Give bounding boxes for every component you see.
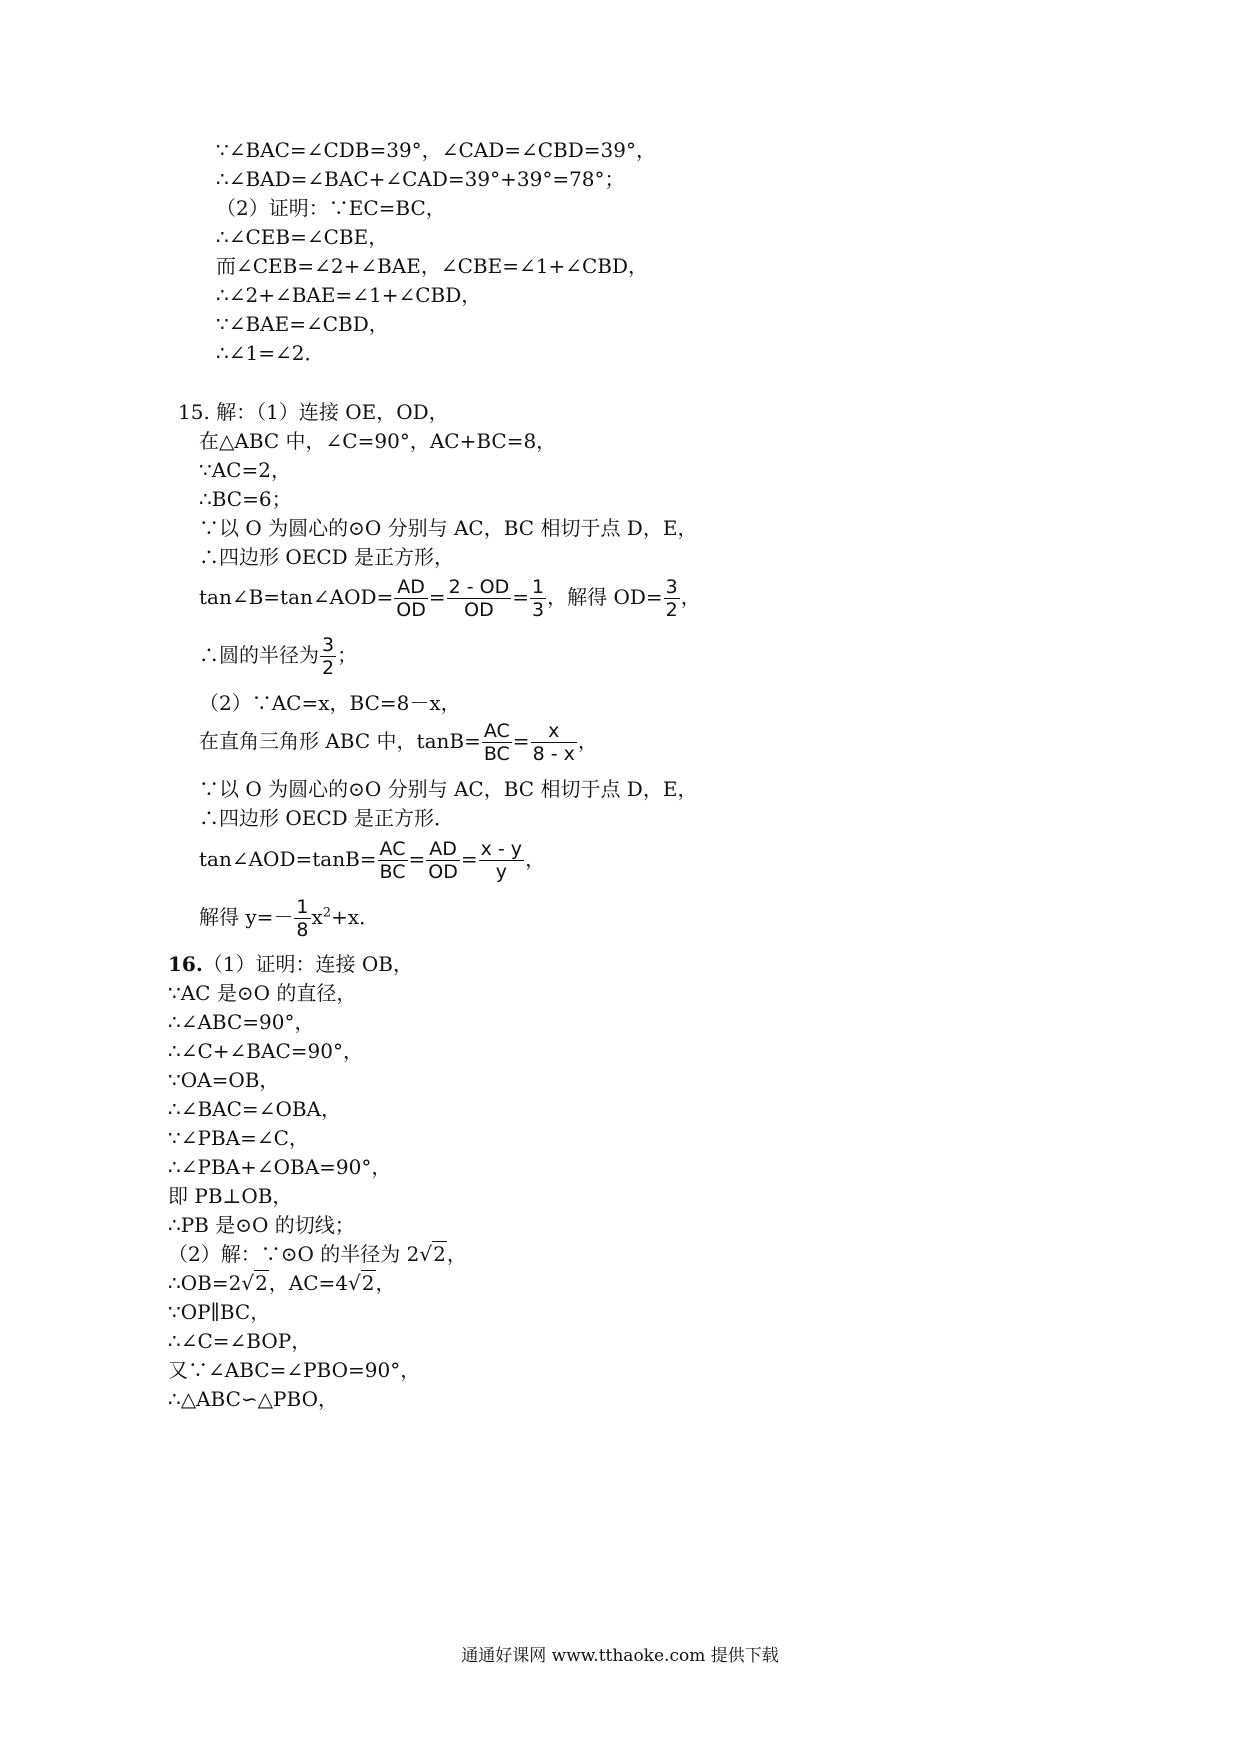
denominator: 8 [296,919,309,941]
text-line: （2）∵AC=x，BC=8－x， [199,691,461,715]
solve-y-line [199,896,379,941]
equals: = [512,585,530,609]
fraction [394,576,428,621]
text-line: ∵∠BAE=∠CBD， [216,312,389,336]
equals: = [428,585,446,609]
text-line: ∵AC 是⊙O 的直径， [168,981,357,1005]
radius-sqrt-line [168,1241,467,1267]
numerator: AC [378,838,408,861]
punctuation: ， [375,1271,396,1295]
fraction [482,720,512,765]
numerator: 2 - OD [448,576,510,598]
equals: = [408,847,426,871]
punctuation: ； [337,643,358,667]
radicand: 2 [361,1271,375,1295]
text-line: ∴∠BAC=∠OBA， [168,1097,341,1121]
text-line: ∵以 O 为圆心的⊙O 分别与 AC，BC 相切于点 D，E， [199,516,698,540]
equals: = [512,729,530,753]
fraction [378,838,408,883]
q16-heading [168,951,413,977]
page-footer: 通通好课网 www.tthaoke.com 提供下载 [461,1646,779,1666]
numerator: AD [426,838,460,861]
denominator: BC [483,743,510,765]
numerator: AD [394,576,428,599]
numerator: 1 [532,576,545,598]
ac-prefix: ，AC=4 [268,1271,349,1295]
solve-end: +x． [331,905,380,929]
question-number: 16. [168,952,203,976]
sqrt-symbol: √2 [419,1242,446,1266]
punctuation: ， [680,585,701,609]
numerator: 1 [296,896,309,918]
radius-line [199,634,357,679]
ob-ac-line [168,1270,396,1296]
tanaod-equation [199,838,545,883]
text-line: ∴∠C=∠BOP， [168,1329,312,1353]
numerator: x - y [480,838,523,860]
text-line: ∴∠CEB=∠CBE， [216,225,389,249]
text-line: ∴∠2+∠BAE=∠1+∠CBD， [216,283,482,307]
denominator: 2 [665,599,678,621]
numerator: x [531,720,577,743]
text-line: ∴△ABC∽△PBO， [168,1387,338,1411]
exponent: 2 [322,905,332,921]
solve-text: ，解得 OD= [547,585,663,609]
text-line: ∴∠C+∠BAC=90°， [168,1039,363,1063]
fraction [530,576,546,621]
punctuation: ， [446,1242,467,1266]
punctuation: ， [525,847,546,871]
numerator: AC [482,720,512,743]
sqrt-symbol: √2 [241,1271,268,1295]
text-line: ∵AC=2， [199,458,291,482]
sqrt-symbol: √2 [348,1271,375,1295]
text-line: ∴∠PBA+∠OBA=90°， [168,1155,392,1179]
fraction [664,576,680,621]
denominator: OD [428,861,458,883]
equals: = [460,847,478,871]
text-line: ∵OP∥BC， [168,1300,271,1324]
ob-prefix: ∴OB=2 [168,1271,242,1295]
q15-heading: 15. 解：（1）连接 OE，OD， [178,400,449,424]
numerator: 3 [665,576,678,598]
text-line: ∴BC=6； [199,487,292,511]
text-line: ∴PB 是⊙O 的切线； [168,1213,355,1237]
text-line: 而∠CEB=∠2+∠BAE，∠CBE=∠1+∠CBD， [216,254,649,278]
denominator: 8 - x [532,743,575,765]
fraction [320,634,336,679]
tan-prefix: tan∠B=tan∠AOD= [199,585,394,609]
denominator: OD [464,599,494,621]
text-line: 即 PB⊥OB， [168,1184,293,1208]
variable: x [311,905,323,929]
fraction [479,838,524,883]
numerator: 3 [322,634,335,656]
text-line: （2）证明：∵EC=BC， [216,196,446,220]
radicand: 2 [255,1271,268,1295]
tanaod-prefix: tan∠AOD=tanB= [199,847,377,871]
tanb-prefix: 在直角三角形 ABC 中，tanB= [199,729,481,753]
text-line: 在△ABC 中，∠C=90°，AC+BC=8， [199,429,557,453]
denominator: OD [396,599,426,621]
fraction [447,576,512,621]
text-line: ∵以 O 为圆心的⊙O 分别与 AC，BC 相切于点 D，E， [199,777,698,801]
text-line: 又∵∠ABC=∠PBO=90°， [168,1358,421,1382]
text-line: ∵∠PBA=∠C， [168,1126,309,1150]
tanb-equation [199,720,598,765]
text-line: ∴∠BAD=∠BAC+∠CAD=39°+39°=78°； [216,167,625,191]
solve-prefix: 解得 y=－ [199,905,294,929]
denominator: 2 [322,657,335,679]
fraction [294,896,310,941]
tan-equation [199,576,701,621]
text-line: ∵OA=OB， [168,1068,280,1092]
text-line: ∴四边形 OECD 是正方形． [199,806,455,830]
fraction [426,838,460,883]
text-line: ∵∠BAC=∠CDB=39°，∠CAD=∠CBD=39°， [216,138,656,162]
denominator: y [495,861,507,883]
text-line: ∴∠1=∠2． [216,341,325,365]
radius-prefix: ∴圆的半径为 [199,643,319,667]
denominator: BC [379,861,406,883]
punctuation: ， [577,729,598,753]
part2-prefix: （2）解：∵⊙O 的半径为 2 [168,1242,420,1266]
heading-text: （1）证明：连接 OB， [202,952,413,976]
fraction [531,720,577,765]
text-line: ∴四边形 OECD 是正方形， [199,545,455,569]
text-line: ∴∠ABC=90°， [168,1010,315,1034]
radicand: 2 [433,1242,446,1266]
denominator: 3 [532,599,545,621]
